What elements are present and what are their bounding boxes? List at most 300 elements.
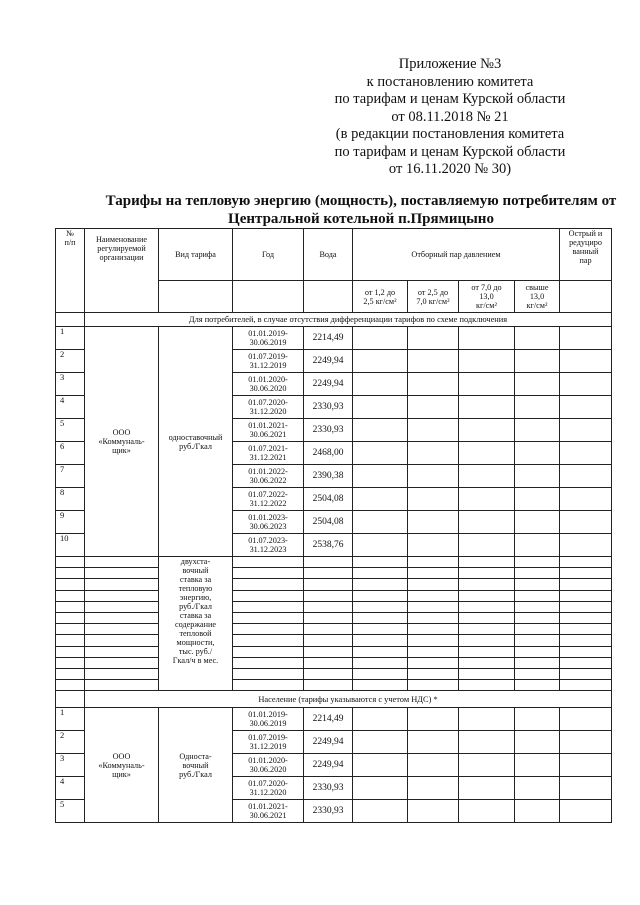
water-tariff <box>304 534 353 557</box>
text-line: 2,5 кг/см² <box>363 296 397 306</box>
text-line: 01.01.2021- <box>248 802 288 812</box>
empty-cell <box>515 557 560 568</box>
empty-cell <box>408 612 459 623</box>
text-line: 01.07.2019- <box>248 733 288 743</box>
water-tariff <box>304 488 353 511</box>
row-number <box>56 534 85 557</box>
empty-cell <box>515 465 560 488</box>
text-line: ставка за <box>179 575 212 584</box>
water-tariff <box>304 731 353 754</box>
empty-cell <box>85 635 159 646</box>
header-num <box>56 229 85 313</box>
empty-cell <box>408 754 459 777</box>
row-number <box>56 731 85 754</box>
title-line-2: Центральной котельной п.Прямицыно <box>228 211 494 227</box>
period <box>233 511 304 534</box>
empty-cell <box>459 327 515 350</box>
row-number <box>56 511 85 534</box>
empty-cell <box>560 396 612 419</box>
text-line: кг/см² <box>476 301 497 310</box>
empty-cell <box>353 800 408 823</box>
empty-cell <box>353 465 408 488</box>
empty-cell <box>233 281 304 313</box>
empty-cell <box>56 590 85 601</box>
water-tariff-text: 2330,93 <box>312 424 344 435</box>
text-line: Односта- <box>179 751 212 761</box>
empty-cell <box>233 579 304 590</box>
text-line: 30.06.2019 <box>249 719 287 729</box>
empty-cell <box>85 668 159 679</box>
text-line: мощности, <box>176 638 215 647</box>
text-line: 01.01.2019- <box>248 710 288 720</box>
period <box>233 800 304 823</box>
row-number-text: 3 <box>60 753 65 764</box>
empty-cell <box>459 668 515 679</box>
empty-cell <box>408 624 459 635</box>
empty-cell <box>233 624 304 635</box>
row-number-text: 2 <box>60 349 65 359</box>
section2-caption <box>85 691 612 708</box>
empty-cell <box>56 612 85 623</box>
text-line: 7,0 кг/см² <box>416 296 450 306</box>
header-steam-label: Отборный пар давлением <box>411 250 501 259</box>
row-number <box>56 442 85 465</box>
header-row <box>56 229 612 281</box>
water-tariff <box>304 350 353 373</box>
empty-cell <box>560 557 612 568</box>
appendix-line: к постановлению комитета <box>366 73 534 90</box>
water-tariff-text: 2249,94 <box>312 759 344 770</box>
text-line: 01.07.2020- <box>248 779 288 789</box>
empty-cell <box>560 624 612 635</box>
empty-cell <box>459 534 515 557</box>
empty-cell <box>560 465 612 488</box>
empty-cell <box>353 419 408 442</box>
empty-cell <box>459 590 515 601</box>
text-line: 30.06.2021 <box>249 811 287 821</box>
row-number <box>56 777 85 800</box>
section-caption-text: Для потребителей, в случае отсутствия дифференциации тарифов по схеме подключения <box>188 315 508 324</box>
appendix-line: Приложение №3 <box>398 56 502 72</box>
empty-cell <box>408 327 459 350</box>
empty-cell <box>459 488 515 511</box>
table-row <box>56 568 612 579</box>
empty-cell <box>459 731 515 754</box>
row-number <box>56 465 85 488</box>
text-line: содержание <box>174 620 217 629</box>
empty-cell <box>56 691 85 708</box>
empty-cell <box>560 612 612 623</box>
empty-cell <box>233 635 304 646</box>
empty-cell <box>408 777 459 800</box>
empty-cell <box>353 668 408 679</box>
empty-cell <box>515 754 560 777</box>
empty-cell <box>459 708 515 731</box>
period <box>233 534 304 557</box>
row-number <box>56 754 85 777</box>
empty-cell <box>233 590 304 601</box>
empty-cell <box>85 557 159 568</box>
empty-cell <box>85 590 159 601</box>
empty-cell <box>353 557 408 568</box>
empty-cell <box>408 708 459 731</box>
table-row <box>56 327 612 350</box>
empty-cell <box>515 731 560 754</box>
water-tariff <box>304 777 353 800</box>
empty-cell <box>560 442 612 465</box>
empty-cell <box>304 281 353 313</box>
text-line: от 7,0 до <box>471 283 502 292</box>
header-water-label: Вода <box>319 250 337 259</box>
empty-cell <box>408 646 459 657</box>
empty-cell <box>459 657 515 668</box>
empty-cell <box>560 327 612 350</box>
empty-cell <box>408 668 459 679</box>
empty-cell <box>233 557 304 568</box>
empty-cell <box>560 281 612 313</box>
text-line: 01.01.2020- <box>248 756 288 766</box>
period <box>233 465 304 488</box>
row-number-text: 7 <box>60 464 65 474</box>
water-tariff-text: 2504,08 <box>312 516 344 527</box>
text-line: вочный <box>182 566 209 575</box>
empty-cell <box>560 754 612 777</box>
header-pressure-1 <box>353 281 408 313</box>
appendix-header <box>300 56 600 179</box>
empty-cell <box>408 442 459 465</box>
table-row <box>56 657 612 668</box>
text-line: 13,0 <box>529 292 545 301</box>
table-row <box>56 557 612 568</box>
text-line: 30.06.2021 <box>249 430 287 439</box>
text-line: «Коммуналь- <box>98 437 145 446</box>
water-tariff-text: 2214,49 <box>312 332 344 343</box>
empty-cell <box>560 708 612 731</box>
text-line: 31.12.2021 <box>249 453 287 462</box>
text-line: 13,0 <box>479 292 494 301</box>
text-line: Наименование <box>95 235 147 244</box>
empty-cell <box>85 601 159 612</box>
empty-cell <box>515 327 560 350</box>
empty-cell <box>515 601 560 612</box>
row-number-text: 6 <box>60 441 65 451</box>
text-line: 01.07.2021- <box>248 444 288 453</box>
water-tariff <box>304 327 353 350</box>
text-line: 01.01.2020- <box>248 375 288 384</box>
section-caption-row <box>56 313 612 327</box>
empty-cell <box>408 635 459 646</box>
empty-cell <box>353 590 408 601</box>
appendix-line: от 16.11.2020 № 30) <box>388 161 512 177</box>
period <box>233 373 304 396</box>
table-row <box>56 635 612 646</box>
water-tariff-text: 2504,08 <box>312 493 344 504</box>
empty-cell <box>353 754 408 777</box>
empty-cell <box>56 624 85 635</box>
empty-cell <box>353 646 408 657</box>
empty-cell <box>56 668 85 679</box>
text-line: свыше <box>525 283 549 292</box>
text-line: пар <box>579 256 592 265</box>
empty-cell <box>459 754 515 777</box>
row-number-text: 5 <box>60 799 65 810</box>
empty-cell <box>515 680 560 691</box>
empty-cell <box>233 612 304 623</box>
text-line: Гкал/ч в мес. <box>172 656 219 665</box>
water-tariff-text: 2330,93 <box>312 805 344 816</box>
empty-cell <box>459 442 515 465</box>
empty-cell <box>304 590 353 601</box>
text-line: «Коммуналь- <box>98 760 145 770</box>
appendix-line: по тарифам и ценам Курской области <box>334 143 566 160</box>
water-tariff <box>304 419 353 442</box>
text-line: 30.06.2019 <box>249 338 287 347</box>
empty-cell <box>560 800 612 823</box>
empty-cell <box>353 350 408 373</box>
empty-cell <box>560 511 612 534</box>
header-steam <box>353 229 560 281</box>
two-part-tariff <box>159 557 233 691</box>
empty-cell <box>304 601 353 612</box>
empty-cell <box>459 646 515 657</box>
text-line: ООО <box>112 751 131 761</box>
empty-cell <box>353 731 408 754</box>
row-number-text: 10 <box>60 533 69 543</box>
text-line: 31.12.2020 <box>249 788 287 798</box>
empty-cell <box>459 624 515 635</box>
header-pressure-4 <box>515 281 560 313</box>
text-line: Острый и <box>568 229 603 238</box>
empty-cell <box>515 511 560 534</box>
empty-cell <box>353 579 408 590</box>
section-caption-row <box>56 691 612 708</box>
empty-cell <box>56 557 85 568</box>
empty-cell <box>515 646 560 657</box>
row-number-text: 4 <box>60 395 65 405</box>
empty-cell <box>408 350 459 373</box>
period <box>233 731 304 754</box>
text-line: одноставочный <box>168 432 223 442</box>
empty-cell <box>560 373 612 396</box>
empty-cell <box>515 568 560 579</box>
empty-cell <box>515 419 560 442</box>
empty-cell <box>515 657 560 668</box>
empty-cell <box>560 680 612 691</box>
empty-cell <box>304 612 353 623</box>
appendix-line: от 08.11.2018 № 21 <box>391 108 509 125</box>
row-number-text: 4 <box>60 776 65 787</box>
empty-cell <box>304 624 353 635</box>
header-year <box>233 229 304 281</box>
tariff-type <box>159 327 233 557</box>
text-line: организации <box>99 253 144 262</box>
empty-cell <box>560 668 612 679</box>
section-caption-text: Население (тарифы указываются с учетом НДС) * <box>258 694 438 704</box>
empty-cell <box>408 534 459 557</box>
empty-cell <box>353 488 408 511</box>
row-number <box>56 708 85 731</box>
empty-cell <box>515 635 560 646</box>
empty-cell <box>408 731 459 754</box>
text-line: ООО <box>112 428 131 437</box>
empty-cell <box>408 601 459 612</box>
text-line: кг/см² <box>526 301 548 310</box>
empty-cell <box>85 680 159 691</box>
empty-cell <box>304 568 353 579</box>
text-line: редуциро <box>569 238 602 247</box>
empty-cell <box>459 568 515 579</box>
empty-cell <box>159 281 233 313</box>
row-number-text: 2 <box>60 730 65 741</box>
empty-cell <box>459 800 515 823</box>
water-tariff <box>304 442 353 465</box>
header-year-label: Год <box>261 250 275 259</box>
empty-cell <box>233 657 304 668</box>
table-row <box>56 668 612 679</box>
tariff-table <box>55 228 612 823</box>
empty-cell <box>560 534 612 557</box>
row-number-text: 1 <box>60 326 65 336</box>
text-line: 01.07.2020- <box>248 398 288 407</box>
empty-cell <box>233 680 304 691</box>
empty-cell <box>459 465 515 488</box>
empty-cell <box>353 568 408 579</box>
empty-cell <box>353 657 408 668</box>
empty-cell <box>515 350 560 373</box>
empty-cell <box>304 668 353 679</box>
empty-cell <box>560 635 612 646</box>
empty-cell <box>353 601 408 612</box>
text-line: 31.12.2020 <box>249 407 287 416</box>
empty-cell <box>515 800 560 823</box>
empty-cell <box>515 488 560 511</box>
header-tariff-type <box>159 229 233 281</box>
table-row <box>56 579 612 590</box>
empty-cell <box>56 601 85 612</box>
text-line: п/п <box>64 238 76 247</box>
row-number <box>56 350 85 373</box>
water-tariff <box>304 708 353 731</box>
title-line-1: Тарифы на тепловую энергию (мощность), поставляемую потребителям от <box>105 193 617 209</box>
header-pressure-3 <box>459 281 515 313</box>
text-line: 01.01.2022- <box>248 467 288 476</box>
period <box>233 442 304 465</box>
section1-caption <box>85 313 612 327</box>
text-line: 01.07.2019- <box>248 352 288 361</box>
empty-cell <box>515 579 560 590</box>
row-number <box>56 373 85 396</box>
water-tariff-text: 2468,00 <box>312 447 344 458</box>
empty-cell <box>85 624 159 635</box>
empty-cell <box>408 396 459 419</box>
text-line: 01.07.2022- <box>248 490 288 499</box>
water-tariff-text: 2249,94 <box>312 736 344 747</box>
empty-cell <box>408 373 459 396</box>
table-row <box>56 646 612 657</box>
text-line: тыс. руб./ <box>178 647 213 656</box>
water-tariff-text: 2390,38 <box>312 470 344 481</box>
water-tariff-text: 2249,94 <box>312 355 344 366</box>
text-line: энергию, <box>179 593 212 602</box>
empty-cell <box>233 668 304 679</box>
empty-cell <box>459 680 515 691</box>
table-row <box>56 708 612 731</box>
empty-cell <box>56 657 85 668</box>
water-tariff-text: 2330,93 <box>312 782 344 793</box>
header-org <box>85 229 159 313</box>
empty-cell <box>515 612 560 623</box>
table-row <box>56 624 612 635</box>
empty-cell <box>459 635 515 646</box>
row-number <box>56 488 85 511</box>
row-number <box>56 327 85 350</box>
empty-cell <box>408 579 459 590</box>
row-number-text: 3 <box>60 372 65 382</box>
empty-cell <box>56 568 85 579</box>
water-tariff-text: 2330,93 <box>312 401 344 412</box>
text-line: 31.12.2019 <box>249 361 287 370</box>
empty-cell <box>560 579 612 590</box>
appendix-line: (в редакции постановления комитета <box>335 126 565 142</box>
empty-cell <box>515 534 560 557</box>
empty-cell <box>353 373 408 396</box>
text-line: руб./Гкал <box>179 441 212 451</box>
water-tariff <box>304 465 353 488</box>
text-line: 31.12.2023 <box>249 545 287 554</box>
empty-cell <box>353 442 408 465</box>
empty-cell <box>233 646 304 657</box>
table-row <box>56 612 612 623</box>
text-line: 01.07.2023- <box>248 536 288 545</box>
appendix-line: по тарифам и ценам Курской области <box>334 91 566 107</box>
text-line: 01.01.2019- <box>248 329 288 338</box>
empty-cell <box>304 635 353 646</box>
text-line: ванный <box>572 247 599 256</box>
empty-cell <box>408 568 459 579</box>
text-line: руб./Гкал <box>179 602 212 611</box>
period <box>233 396 304 419</box>
row-number <box>56 396 85 419</box>
water-tariff <box>304 754 353 777</box>
empty-cell <box>560 657 612 668</box>
text-line: щик» <box>112 446 131 455</box>
empty-cell <box>560 601 612 612</box>
empty-cell <box>408 657 459 668</box>
empty-cell <box>515 624 560 635</box>
text-line: тепловую <box>178 584 213 593</box>
header-pressure-2 <box>408 281 459 313</box>
text-line: 31.12.2019 <box>249 742 287 752</box>
empty-cell <box>304 680 353 691</box>
water-tariff-text: 2249,94 <box>312 378 344 389</box>
empty-cell <box>233 568 304 579</box>
text-line: 30.06.2023 <box>249 522 287 531</box>
empty-cell <box>353 327 408 350</box>
empty-cell <box>85 568 159 579</box>
period <box>233 350 304 373</box>
empty-cell <box>459 419 515 442</box>
empty-cell <box>408 511 459 534</box>
empty-cell <box>85 657 159 668</box>
text-line: 01.01.2023- <box>248 513 288 522</box>
text-line: щик» <box>112 769 131 779</box>
empty-cell <box>353 396 408 419</box>
empty-cell <box>408 419 459 442</box>
empty-cell <box>353 624 408 635</box>
empty-cell <box>304 646 353 657</box>
empty-cell <box>353 777 408 800</box>
empty-cell <box>408 590 459 601</box>
